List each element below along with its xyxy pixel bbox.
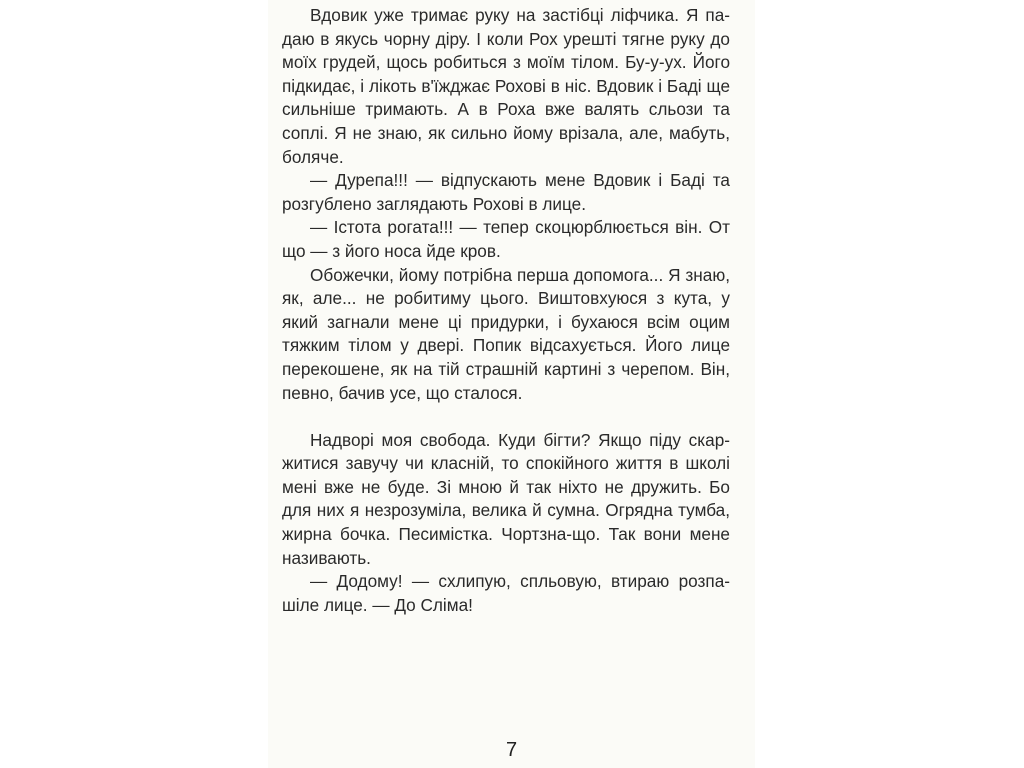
page-text [282,4,730,617]
text-section [282,429,730,618]
page-number: 7 [505,739,518,761]
paragraph: — Додому! — схлипую, спльовую, втираю розпашіле лице. — До Сліма! [282,571,730,615]
paragraph: Вдовик уже тримає руку на застібці ліфчика. Я падаю в якусь чорну діру. І коли Рох урешті тягне руку до моїх грудей, щось робиться з моїм тілом. Бу-у-ух. Його підкидає, і лікоть в'їжджає Рохові в ніс. Вдовик і Баді ще сильніше тримають. А в Роха вже валять сльози та соплі. Я не знаю, як сильно йому врізала, але, мабуть, боляче. [282,5,730,167]
book-page [268,0,755,768]
paragraph: Обожечки, йому потрібна перша допомога... Я знаю, як, але... не робитиму цього. Виштовхуюся з кута, у який загнали мене ці придурки, і бухаюся всім оцим тяжким тілом у двері. Попик відсахується. Його лице перекошене, як на тій страшній картині з черепом. Він, певно, бачив усе, що сталося. [282,264,730,403]
paragraph: Надворі моя свобода. Куди бігти? Якщо піду скаржитися завучу чи класній, то спокійного життя в школі мені вже не буде. Зі мною й так ніхто не дружить. Бо для них я незрозуміла, велика й сумна. Огрядна тумба, жирна бочка. Песимістка. Чортзна-що. Так вони мене називають. [282,429,730,568]
paragraph: — Істота рогата!!! — тепер скоцюрблюється він. От що — з його носа йде кров. [282,217,730,261]
paragraph: — Дурепа!!! — відпускають мене Вдовик і Баді та розгублено заглядають Рохові в лице. [282,170,730,214]
text-section [282,4,730,405]
